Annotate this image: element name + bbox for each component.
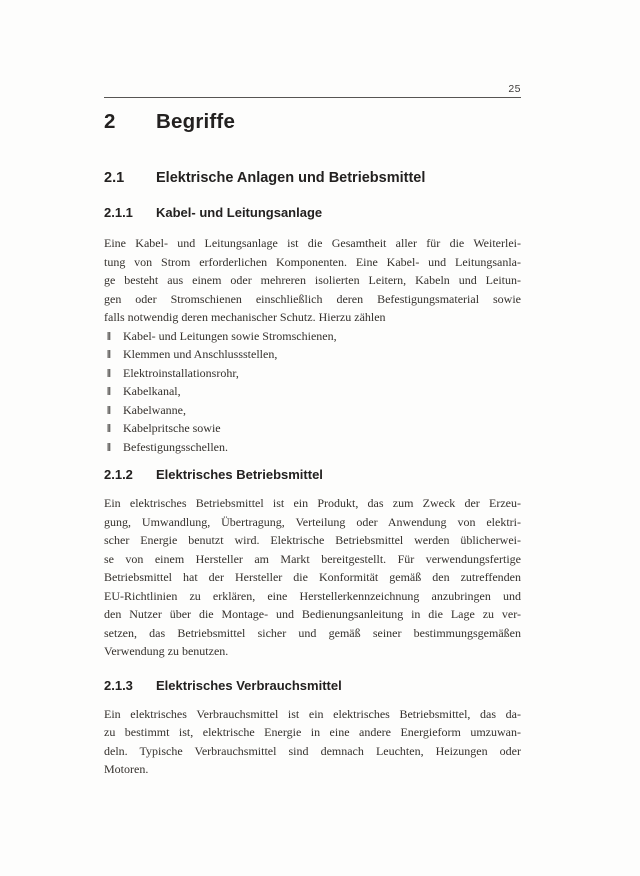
paragraph-line: scher Energie benutzt wird. Elektrische Betriebsmittel werden üblicherwei- — [104, 533, 521, 547]
subsection-title: Elektrisches Betriebsmittel — [156, 467, 323, 482]
paragraph — [104, 705, 521, 779]
list-item — [104, 401, 521, 420]
list-item-text: Kabelkanal, — [123, 384, 181, 398]
paragraph-line: Motoren. — [104, 762, 149, 776]
paragraph-line: gung, Umwandlung, Übertragung, Verteilung oder Anwendung von elektri- — [104, 514, 521, 529]
paragraph — [104, 234, 521, 327]
paragraph-line: falls notwendig deren mechanischer Schutz. Hierzu zählen — [104, 310, 386, 324]
paragraph-line: setzen, das Betriebsmittel sicher und gemäß seiner bestimmungsgemäßen — [104, 625, 521, 640]
subsection-2-1-2 — [104, 468, 521, 661]
paragraph-line: Verwendung zu benutzen. — [104, 644, 229, 658]
list-item-text: Elektroinstallationsrohr, — [123, 365, 239, 380]
list-item — [104, 419, 521, 438]
paragraph-line: EU-Richtlinien zu erklären, eine Herstellerkennzeichnung anzubringen und — [104, 588, 521, 603]
paragraph-line: den Nutzer über die Montage- und Bedienungsanleitung in die Lage zu ver- — [104, 607, 521, 621]
paragraph-line: Ein elektrisches Betriebsmittel ist ein Produkt, das zum Zweck der Erzeu- — [104, 496, 521, 510]
page-number: 25 — [508, 83, 521, 95]
list-item — [104, 364, 521, 383]
chapter-number: 2 — [104, 110, 116, 133]
subsection-2-1-1 — [104, 206, 521, 456]
chapter-heading — [104, 111, 521, 133]
subsection-title: Kabel- und Leitungsanlage — [156, 205, 323, 220]
paragraph-line: Betriebsmittel hat der Hersteller die Konformität gemäß den zutreffenden — [104, 570, 521, 584]
list-item-text: Kabelwanne, — [123, 402, 186, 417]
list-item — [104, 382, 521, 401]
bullet-marker: ‖ — [107, 365, 111, 380]
bullet-marker: ‖ — [107, 347, 111, 361]
subsection-number: 2.1.3 — [104, 677, 133, 693]
paragraph-line: Ein elektrisches Verbrauchsmittel ist ein elektrisches Betriebsmittel, das da- — [104, 706, 521, 721]
bullet-list — [104, 327, 521, 457]
list-item — [104, 327, 521, 346]
subsection-title: Elektrisches Verbrauchsmittel — [156, 677, 342, 693]
header-rule — [104, 97, 521, 98]
paragraph-line: se von einem Hersteller am Markt bereitgestellt. Für verwendungsfertige — [104, 551, 521, 566]
paragraph-line: gen oder Stromschienen einschließlich deren Befestigungsmaterial sowie — [104, 291, 521, 306]
subsection-heading — [104, 206, 521, 219]
bullet-marker: ‖ — [107, 402, 111, 417]
list-item — [104, 345, 521, 364]
paragraph-line: Eine Kabel- und Leitungsanlage ist die Gesamtheit aller für die Weiterlei- — [104, 236, 521, 250]
subsection-heading — [104, 679, 521, 692]
paragraph-line: ge besteht aus einem oder mehreren isolierten Leitern, Kabeln und Leitun- — [104, 273, 521, 287]
list-item-text: Kabelpritsche sowie — [123, 421, 221, 435]
section-heading — [104, 171, 521, 186]
subsection-number: 2.1.2 — [104, 467, 133, 482]
chapter-title: Begriffe — [156, 110, 236, 133]
list-item-text: Kabel- und Leitungen sowie Stromschienen, — [123, 328, 337, 343]
list-item-text: Klemmen und Anschlussstellen, — [123, 347, 278, 361]
subsection-2-1-3 — [104, 679, 521, 779]
bullet-marker: ‖ — [107, 328, 111, 343]
subsection-number: 2.1.1 — [104, 205, 133, 220]
bullet-marker: ‖ — [107, 384, 111, 398]
section-number: 2.1 — [104, 170, 125, 186]
paragraph-line: zu bestimmt ist, elektrische Energie in eine andere Energieform umzuwan- — [104, 725, 521, 739]
paragraph-line: deln. Typische Verbrauchsmittel sind demnach Leuchten, Heizungen oder — [104, 743, 521, 758]
paragraph-line: tung von Strom erforderlichen Komponenten. Eine Kabel- und Leitungsanla- — [104, 254, 521, 269]
page-content — [104, 0, 521, 779]
bullet-marker: ‖ — [107, 439, 111, 454]
subsection-heading — [104, 468, 521, 481]
bullet-marker: ‖ — [107, 421, 111, 435]
paragraph — [104, 494, 521, 661]
section-title: Elektrische Anlagen und Betriebsmittel — [156, 170, 426, 186]
list-item-text: Befestigungsschellen. — [123, 439, 228, 454]
list-item — [104, 438, 521, 457]
